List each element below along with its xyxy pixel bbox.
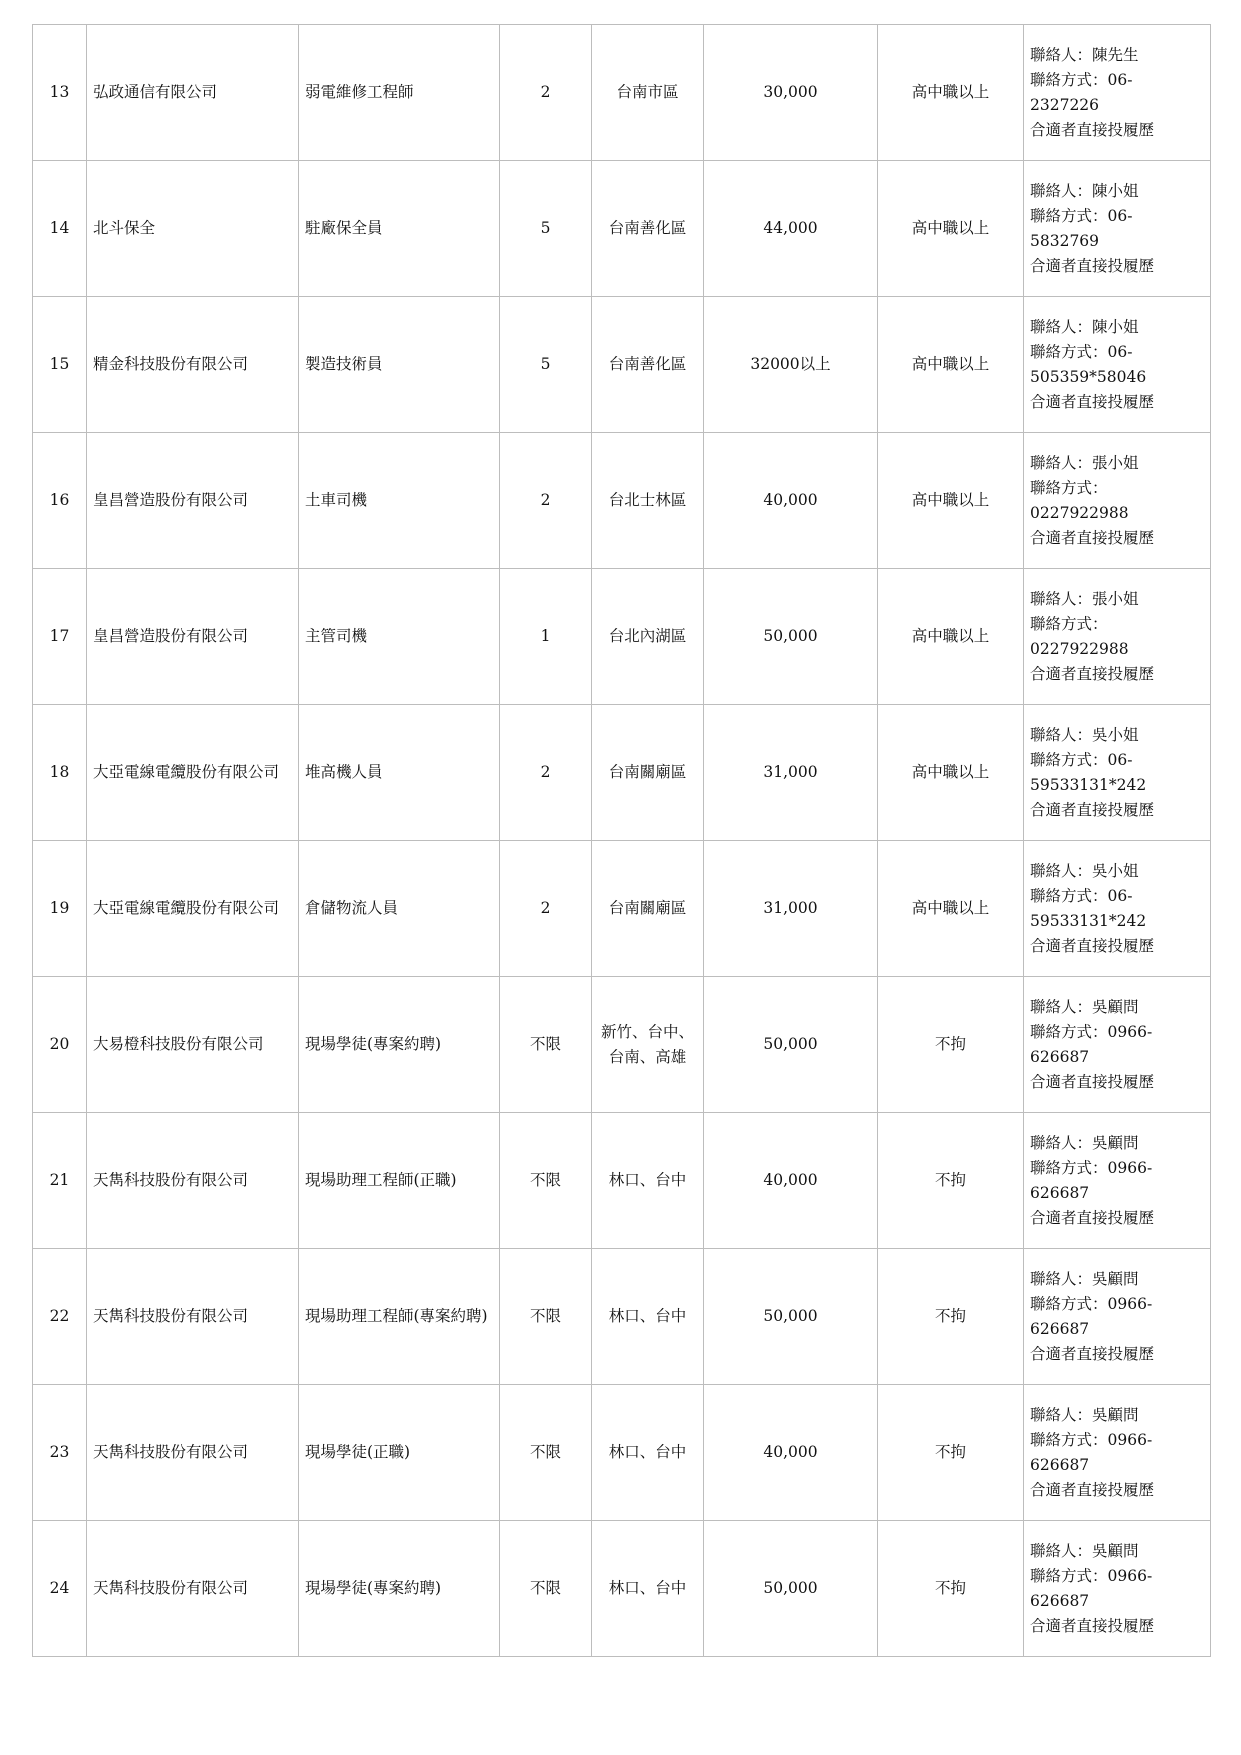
education-requirement: 高中職以上 bbox=[878, 297, 1024, 433]
contact-info bbox=[1024, 1249, 1211, 1385]
work-location: 台南關廟區 bbox=[592, 705, 704, 841]
job-title: 現場學徒(正職) bbox=[299, 1385, 500, 1521]
contact-person: 聯絡人：陳先生 bbox=[1030, 45, 1139, 64]
salary: 50,000 bbox=[704, 569, 878, 705]
contact-note: 合適者直接投履歷 bbox=[1030, 1616, 1155, 1635]
contact-person: 聯絡人：吳顧問 bbox=[1030, 1269, 1139, 1288]
contact-phone: 626687 bbox=[1030, 1047, 1090, 1066]
contact-person: 聯絡人：吳小姐 bbox=[1030, 725, 1139, 744]
job-title: 弱電維修工程師 bbox=[299, 25, 500, 161]
row-number: 13 bbox=[33, 25, 87, 161]
education-requirement: 不拘 bbox=[878, 1385, 1024, 1521]
job-title: 製造技術員 bbox=[299, 297, 500, 433]
contact-person: 聯絡人：吳顧問 bbox=[1030, 997, 1139, 1016]
table-row bbox=[33, 1385, 1211, 1521]
openings-count: 不限 bbox=[500, 977, 592, 1113]
work-location: 台北內湖區 bbox=[592, 569, 704, 705]
salary: 44,000 bbox=[704, 161, 878, 297]
row-number: 23 bbox=[33, 1385, 87, 1521]
openings-count: 5 bbox=[500, 297, 592, 433]
salary: 50,000 bbox=[704, 1521, 878, 1657]
contact-info bbox=[1024, 433, 1211, 569]
contact-phone: 59533131*242 bbox=[1030, 911, 1147, 930]
company-name: 弘政通信有限公司 bbox=[87, 25, 299, 161]
row-number: 24 bbox=[33, 1521, 87, 1657]
table-row bbox=[33, 1521, 1211, 1657]
row-number: 17 bbox=[33, 569, 87, 705]
work-location: 林口、台中 bbox=[592, 1113, 704, 1249]
table-row bbox=[33, 1249, 1211, 1385]
work-location: 新竹、台中、台南、高雄 bbox=[592, 977, 704, 1113]
salary: 40,000 bbox=[704, 433, 878, 569]
contact-phone: 0227922988 bbox=[1030, 639, 1129, 658]
contact-info bbox=[1024, 161, 1211, 297]
job-title: 現場助理工程師(正職) bbox=[299, 1113, 500, 1249]
contact-note: 合適者直接投履歷 bbox=[1030, 120, 1155, 139]
contact-method: 聯絡方式： bbox=[1030, 478, 1108, 497]
job-title: 土車司機 bbox=[299, 433, 500, 569]
contact-note: 合適者直接投履歷 bbox=[1030, 1072, 1155, 1091]
job-title: 現場學徒(專案約聘) bbox=[299, 977, 500, 1113]
education-requirement: 高中職以上 bbox=[878, 841, 1024, 977]
education-requirement: 高中職以上 bbox=[878, 705, 1024, 841]
contact-person: 聯絡人：張小姐 bbox=[1030, 589, 1139, 608]
work-location: 林口、台中 bbox=[592, 1521, 704, 1657]
salary: 40,000 bbox=[704, 1385, 878, 1521]
company-name: 北斗保全 bbox=[87, 161, 299, 297]
education-requirement: 不拘 bbox=[878, 1113, 1024, 1249]
salary: 31,000 bbox=[704, 841, 878, 977]
work-location: 林口、台中 bbox=[592, 1249, 704, 1385]
education-requirement: 不拘 bbox=[878, 1249, 1024, 1385]
job-title: 駐廠保全員 bbox=[299, 161, 500, 297]
company-name: 天雋科技股份有限公司 bbox=[87, 1249, 299, 1385]
contact-method: 聯絡方式：06- bbox=[1030, 750, 1133, 769]
row-number: 19 bbox=[33, 841, 87, 977]
openings-count: 不限 bbox=[500, 1385, 592, 1521]
contact-method: 聯絡方式：06- bbox=[1030, 342, 1133, 361]
table-row bbox=[33, 433, 1211, 569]
row-number: 20 bbox=[33, 977, 87, 1113]
job-title: 堆高機人員 bbox=[299, 705, 500, 841]
contact-method: 聯絡方式：0966- bbox=[1030, 1158, 1153, 1177]
contact-info bbox=[1024, 297, 1211, 433]
work-location: 台南善化區 bbox=[592, 297, 704, 433]
work-location: 台南市區 bbox=[592, 25, 704, 161]
company-name: 天雋科技股份有限公司 bbox=[87, 1113, 299, 1249]
job-title: 現場助理工程師(專案約聘) bbox=[299, 1249, 500, 1385]
contact-note: 合適者直接投履歷 bbox=[1030, 1344, 1155, 1363]
openings-count: 不限 bbox=[500, 1521, 592, 1657]
openings-count: 2 bbox=[500, 841, 592, 977]
contact-method: 聯絡方式：06- bbox=[1030, 886, 1133, 905]
contact-phone: 626687 bbox=[1030, 1591, 1090, 1610]
row-number: 22 bbox=[33, 1249, 87, 1385]
company-name: 天雋科技股份有限公司 bbox=[87, 1385, 299, 1521]
salary: 30,000 bbox=[704, 25, 878, 161]
work-location: 台南關廟區 bbox=[592, 841, 704, 977]
contact-method: 聯絡方式：06- bbox=[1030, 206, 1133, 225]
company-name: 精金科技股份有限公司 bbox=[87, 297, 299, 433]
contact-person: 聯絡人：吳顧問 bbox=[1030, 1541, 1139, 1560]
table-row bbox=[33, 705, 1211, 841]
contact-note: 合適者直接投履歷 bbox=[1030, 936, 1155, 955]
contact-info bbox=[1024, 25, 1211, 161]
row-number: 16 bbox=[33, 433, 87, 569]
table-row bbox=[33, 841, 1211, 977]
contact-phone: 626687 bbox=[1030, 1455, 1090, 1474]
contact-phone: 2327226 bbox=[1030, 95, 1100, 114]
job-title: 現場學徒(專案約聘) bbox=[299, 1521, 500, 1657]
contact-phone: 59533131*242 bbox=[1030, 775, 1147, 794]
contact-info bbox=[1024, 1113, 1211, 1249]
contact-phone: 626687 bbox=[1030, 1319, 1090, 1338]
company-name: 皇昌營造股份有限公司 bbox=[87, 569, 299, 705]
education-requirement: 高中職以上 bbox=[878, 433, 1024, 569]
work-location: 林口、台中 bbox=[592, 1385, 704, 1521]
openings-count: 2 bbox=[500, 25, 592, 161]
salary: 31,000 bbox=[704, 705, 878, 841]
contact-phone: 5832769 bbox=[1030, 231, 1100, 250]
contact-note: 合適者直接投履歷 bbox=[1030, 392, 1155, 411]
contact-info bbox=[1024, 841, 1211, 977]
education-requirement: 高中職以上 bbox=[878, 25, 1024, 161]
company-name: 大亞電線電纜股份有限公司 bbox=[87, 841, 299, 977]
job-rows bbox=[33, 25, 1211, 1657]
table-row bbox=[33, 297, 1211, 433]
row-number: 21 bbox=[33, 1113, 87, 1249]
openings-count: 5 bbox=[500, 161, 592, 297]
education-requirement: 高中職以上 bbox=[878, 569, 1024, 705]
contact-method: 聯絡方式：06- bbox=[1030, 70, 1133, 89]
contact-info bbox=[1024, 977, 1211, 1113]
company-name: 大易橙科技股份有限公司 bbox=[87, 977, 299, 1113]
table-row bbox=[33, 1113, 1211, 1249]
table-row bbox=[33, 25, 1211, 161]
salary: 40,000 bbox=[704, 1113, 878, 1249]
openings-count: 不限 bbox=[500, 1249, 592, 1385]
company-name: 天雋科技股份有限公司 bbox=[87, 1521, 299, 1657]
contact-phone: 0227922988 bbox=[1030, 503, 1129, 522]
table-row bbox=[33, 977, 1211, 1113]
contact-method: 聯絡方式： bbox=[1030, 614, 1108, 633]
contact-person: 聯絡人：陳小姐 bbox=[1030, 181, 1139, 200]
job-title: 倉儲物流人員 bbox=[299, 841, 500, 977]
company-name: 皇昌營造股份有限公司 bbox=[87, 433, 299, 569]
openings-count: 2 bbox=[500, 705, 592, 841]
openings-count: 不限 bbox=[500, 1113, 592, 1249]
contact-person: 聯絡人：吳小姐 bbox=[1030, 861, 1139, 880]
contact-person: 聯絡人：陳小姐 bbox=[1030, 317, 1139, 336]
table-row bbox=[33, 161, 1211, 297]
contact-note: 合適者直接投履歷 bbox=[1030, 528, 1155, 547]
contact-person: 聯絡人：吳顧問 bbox=[1030, 1405, 1139, 1424]
table-row bbox=[33, 569, 1211, 705]
education-requirement: 高中職以上 bbox=[878, 161, 1024, 297]
contact-info bbox=[1024, 1385, 1211, 1521]
work-location: 台北士林區 bbox=[592, 433, 704, 569]
openings-count: 2 bbox=[500, 433, 592, 569]
row-number: 14 bbox=[33, 161, 87, 297]
row-number: 18 bbox=[33, 705, 87, 841]
openings-count: 1 bbox=[500, 569, 592, 705]
contact-note: 合適者直接投履歷 bbox=[1030, 256, 1155, 275]
company-name: 大亞電線電纜股份有限公司 bbox=[87, 705, 299, 841]
contact-phone: 505359*58046 bbox=[1030, 367, 1147, 386]
contact-method: 聯絡方式：0966- bbox=[1030, 1294, 1153, 1313]
contact-phone: 626687 bbox=[1030, 1183, 1090, 1202]
contact-note: 合適者直接投履歷 bbox=[1030, 664, 1155, 683]
contact-info bbox=[1024, 705, 1211, 841]
contact-person: 聯絡人：張小姐 bbox=[1030, 453, 1139, 472]
contact-note: 合適者直接投履歷 bbox=[1030, 1480, 1155, 1499]
row-number: 15 bbox=[33, 297, 87, 433]
job-title: 主管司機 bbox=[299, 569, 500, 705]
work-location: 台南善化區 bbox=[592, 161, 704, 297]
contact-note: 合適者直接投履歷 bbox=[1030, 800, 1155, 819]
contact-person: 聯絡人：吳顧問 bbox=[1030, 1133, 1139, 1152]
contact-method: 聯絡方式：0966- bbox=[1030, 1566, 1153, 1585]
salary: 50,000 bbox=[704, 1249, 878, 1385]
contact-info bbox=[1024, 569, 1211, 705]
contact-method: 聯絡方式：0966- bbox=[1030, 1430, 1153, 1449]
salary: 32000以上 bbox=[704, 297, 878, 433]
contact-method: 聯絡方式：0966- bbox=[1030, 1022, 1153, 1041]
contact-note: 合適者直接投履歷 bbox=[1030, 1208, 1155, 1227]
job-listings-table bbox=[32, 24, 1211, 1657]
contact-info bbox=[1024, 1521, 1211, 1657]
salary: 50,000 bbox=[704, 977, 878, 1113]
education-requirement: 不拘 bbox=[878, 977, 1024, 1113]
education-requirement: 不拘 bbox=[878, 1521, 1024, 1657]
